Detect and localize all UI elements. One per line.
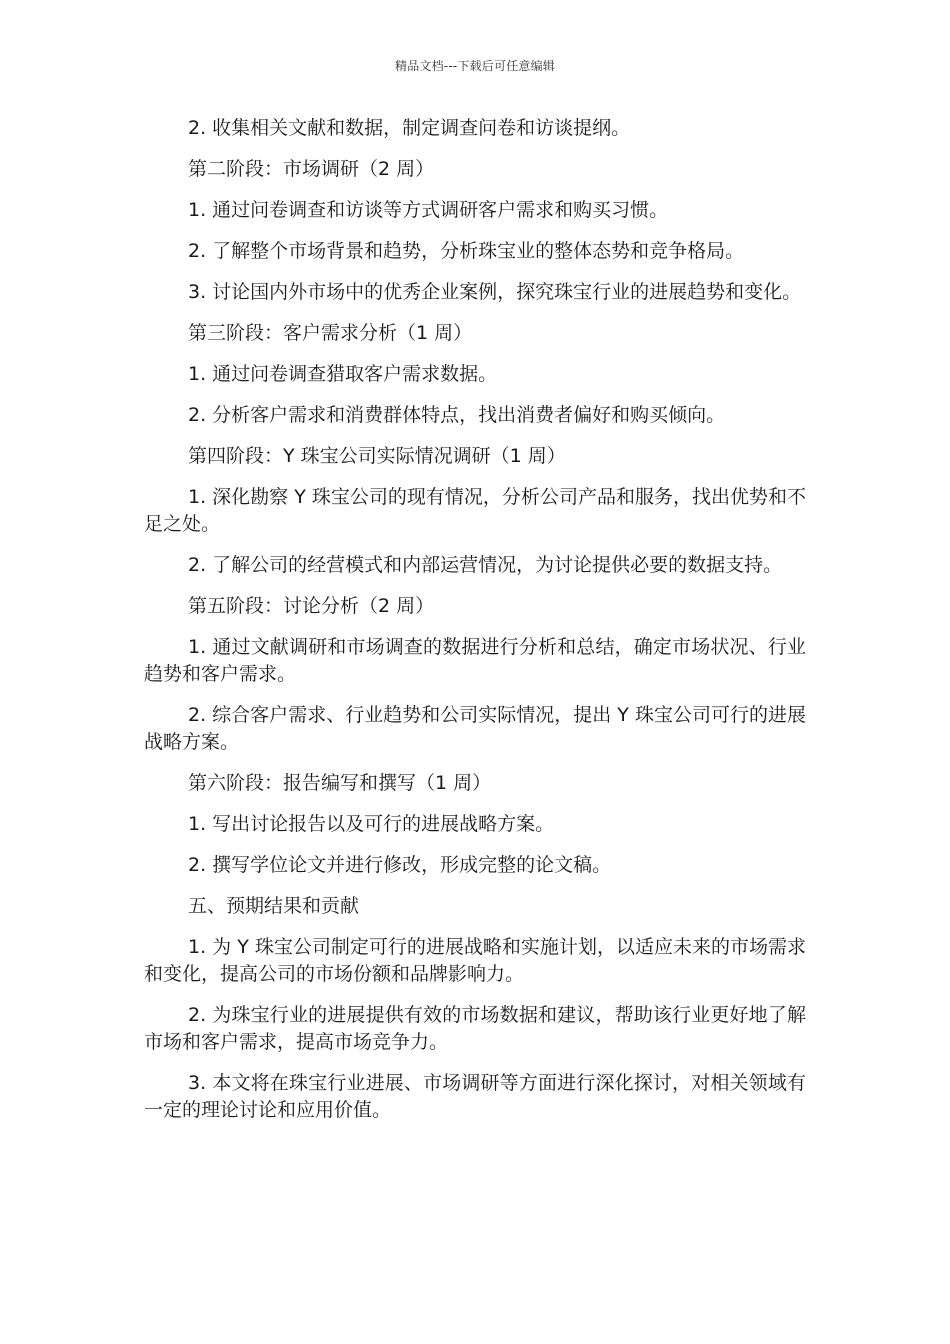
paragraph-stage6-item2: 2. 撰写学位论文并进行修改，形成完整的论文稿。 (188, 854, 612, 876)
document-body (144, 115, 806, 1138)
heading-stage-5: 第五阶段：讨论分析（2 周） (188, 595, 435, 617)
paragraph-stage2-item2: 2. 了解整个市场背景和趋势，分析珠宝业的整体态势和竞争格局。 (188, 240, 745, 262)
paragraph-stage6-item1: 1. 写出讨论报告以及可行的进展战略方案。 (188, 813, 555, 835)
heading-stage-3: 第三阶段：客户需求分析（1 周） (188, 322, 473, 344)
heading-stage-2: 第二阶段：市场调研（2 周） (188, 158, 435, 180)
paragraph-stage5-item1: 1. 通过文献调研和市场调查的数据进行分析和总结，确定市场状况、行业趋势和客户需求。 (144, 636, 806, 685)
heading-stage-6: 第六阶段：报告编写和撰写（1 周） (188, 772, 492, 794)
paragraph-result-item2: 2. 为珠宝行业的进展提供有效的市场数据和建议，帮助该行业更好地了解市场和客户需求，提高市场竞争力。 (144, 1004, 806, 1053)
page-header: 精品文档---下载后可任意编辑 (395, 59, 555, 73)
heading-stage-4: 第四阶段：Y 珠宝公司实际情况调研（1 周） (188, 445, 566, 467)
paragraph-stage5-item2: 2. 综合客户需求、行业趋势和公司实际情况，提出 Y 珠宝公司可行的进展战略方案。 (144, 704, 806, 753)
paragraph-stage2-item1: 1. 通过问卷调查和访谈等方式调研客户需求和购买习惯。 (188, 199, 669, 221)
paragraph-stage4-item1: 1. 深化勘察 Y 珠宝公司的现有情况，分析公司产品和服务，找出优势和不足之处。 (144, 486, 806, 535)
paragraph-collect-data: 2. 收集相关文献和数据，制定调查问卷和访谈提纲。 (188, 117, 631, 139)
heading-expected-results: 五、预期结果和贡献 (188, 895, 360, 917)
paragraph-stage2-item3: 3. 讨论国内外市场中的优秀企业案例，探究珠宝行业的进展趋势和变化。 (188, 281, 802, 303)
paragraph-result-item3: 3. 本文将在珠宝行业进展、市场调研等方面进行深化探讨，对相关领域有一定的理论讨论和应用价值。 (144, 1072, 806, 1121)
paragraph-stage3-item2: 2. 分析客户需求和消费群体特点，找出消费者偏好和购买倾向。 (188, 404, 726, 426)
paragraph-stage4-item2: 2. 了解公司的经营模式和内部运营情况，为讨论提供必要的数据支持。 (188, 554, 783, 576)
paragraph-result-item1: 1. 为 Y 珠宝公司制定可行的进展战略和实施计划，以适应未来的市场需求和变化，提高公司的市场份额和品牌影响力。 (144, 936, 806, 985)
paragraph-stage3-item1: 1. 通过问卷调查猎取客户需求数据。 (188, 363, 498, 385)
